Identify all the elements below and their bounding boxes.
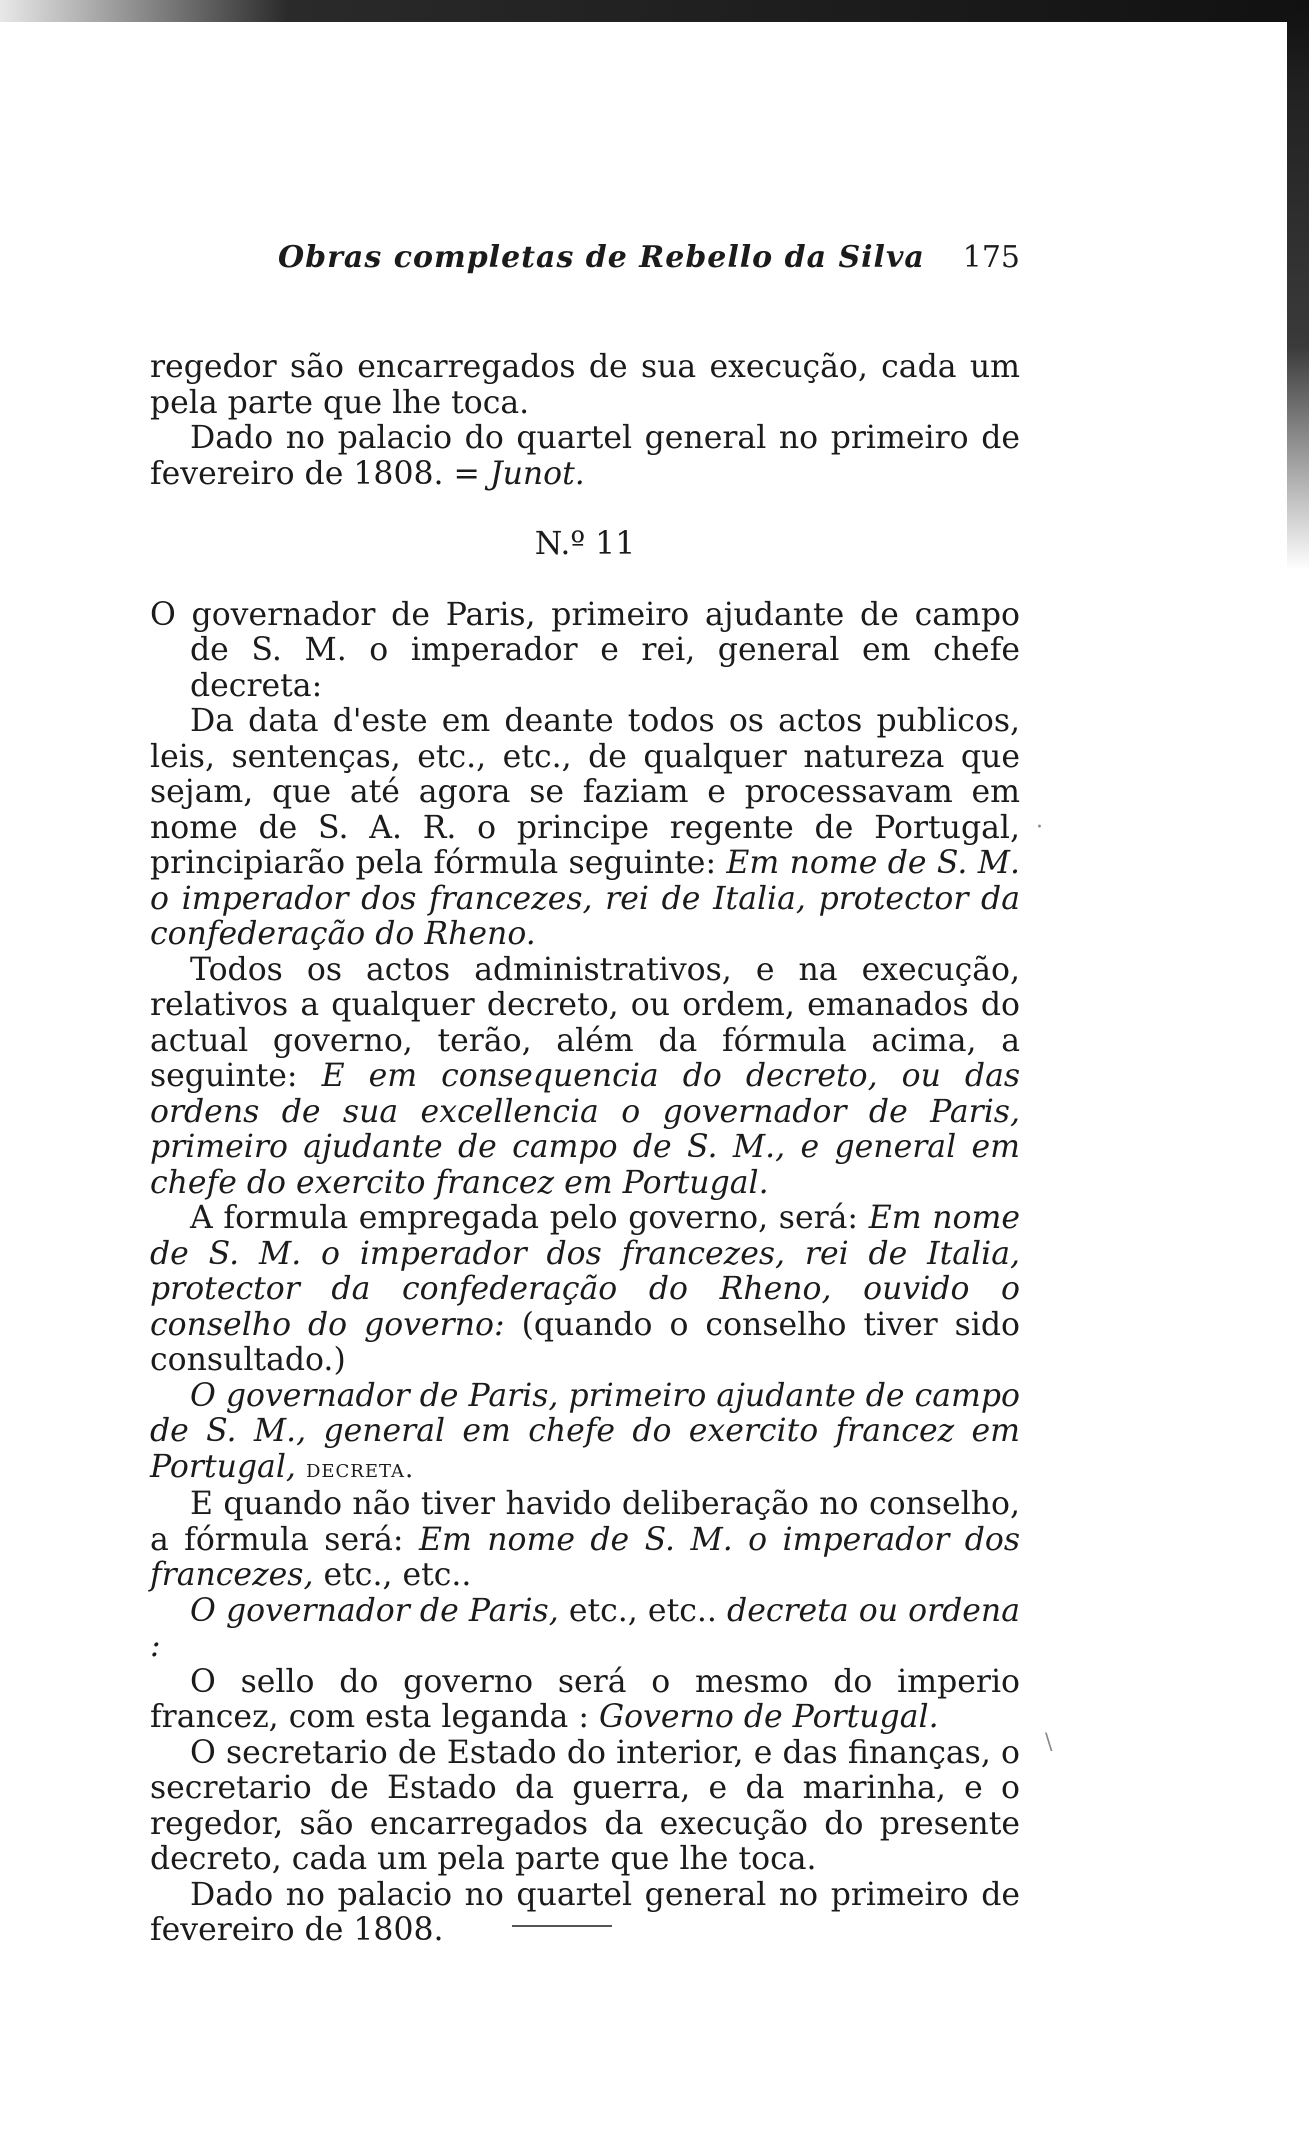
scan-speck: \	[1045, 1730, 1053, 1755]
signature: Junot.	[489, 455, 585, 492]
paragraph: O governador de Paris, etc., etc.. decreta ou ordena :	[150, 1592, 1020, 1664]
scan-speck: ·	[1036, 815, 1043, 840]
end-rule	[512, 1925, 612, 1927]
page-header	[150, 240, 1020, 290]
paragraph: O sello do governo será o mesmo do imperio francez, com esta leganda : Governo de Portugal.	[150, 1663, 1020, 1735]
page-number: 175	[962, 240, 1020, 275]
paragraph: A formula empregada pelo governo, será: Em nome de S. M. o imperador dos francezes, rei de Italia, protector da confederação do Rheno, ouvido o conselho do governo: (quando o conselho tiver sido consultado.)	[150, 1200, 1021, 1378]
running-title: Obras completas de Rebello da Silva	[278, 240, 925, 275]
paragraph: O governador de Paris, primeiro ajudante de campo de S. M. o imperador e rei, general em chefe decreta:	[150, 596, 1020, 704]
body-text	[150, 350, 1020, 1949]
paragraph: Dado no palacio do quartel general no primeiro de fevereiro de 1808. = Junot.	[150, 420, 1020, 492]
paragraph: E quando não tiver havido deliberação no conselho, a fórmula será: Em nome de S. M. o imperador dos francezes, etc., etc..	[150, 1486, 1020, 1593]
paragraph: regedor são encarregados de sua execução, cada um pela parte que lhe toca.	[150, 349, 1020, 421]
paragraph: O secretario de Estado do interior, e das finanças, o secretario de Estado da guerra, e da marinha, e o regedor, são encarregados da execução do presente decreto, cada um pela parte que lhe toca.	[150, 1734, 1020, 1877]
section-heading: N.º 11	[534, 526, 636, 562]
paragraph: Da data d'este em deante todos os actos publicos, leis, sentenças, etc., etc., de qualquer natureza que sejam, que até agora se faziam e processavam em nome de S. A. R. o principe regente de Portugal, principiarão pela fórmula seguinte: Em nome de S. M. o imperador dos francezes, rei de Italia, protector da confederação do Rheno.	[150, 703, 1020, 952]
paragraph: O governador de Paris, primeiro ajudante de campo de S. M., general em chefe do exercito francez em Portugal, decreta.	[150, 1377, 1020, 1485]
paragraph: Todos os actos administrativos, e na execução, relativos a qualquer decreto, ou ordem, emanados do actual governo, terão, além da fórmula acima, a seguinte: E em consequencia do decreto, ou das ordens de sua excellencia o governador de Paris, primeiro ajudante de campo de S. M., e general em chefe do exercito francez em Portugal.	[150, 951, 1021, 1201]
paragraph: Dado no palacio no quartel general no primeiro de fevereiro de 1808.	[150, 1876, 1020, 1948]
